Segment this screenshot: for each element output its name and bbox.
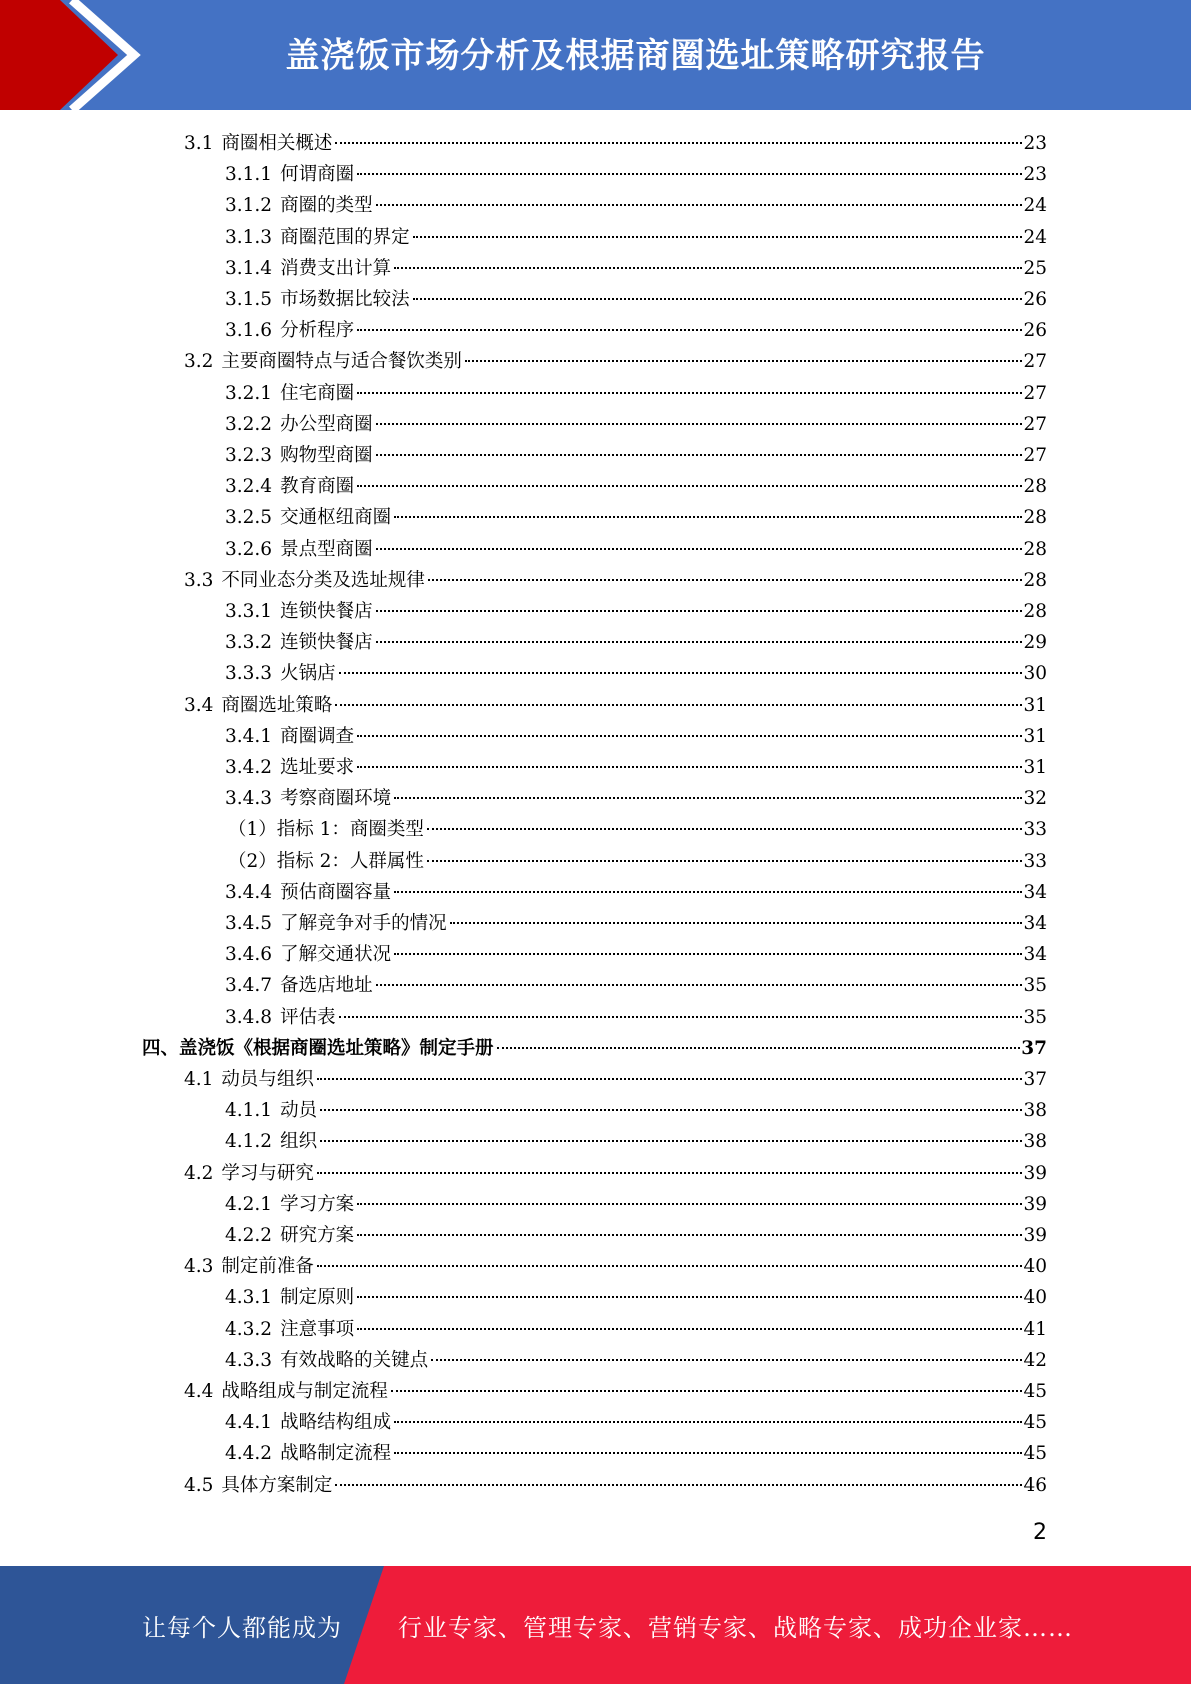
toc-entry[interactable]	[225, 1282, 1047, 1313]
toc-entry-page: 26	[1023, 320, 1047, 342]
toc-entry-label: 考察商圈环境	[280, 788, 392, 810]
toc-entry-label: 何谓商圈	[280, 164, 355, 186]
toc-entry-label: 交通枢纽商圈	[280, 507, 392, 529]
toc-entry-label: 制定原则	[280, 1287, 355, 1309]
toc-entry-number: 3.4.8	[225, 1006, 273, 1028]
toc-entry-label: 商圈范围的界定	[280, 226, 410, 248]
toc-row	[0, 1064, 1191, 1095]
toc-entry[interactable]	[225, 315, 1047, 346]
toc-entry-page: 40	[1023, 1287, 1047, 1309]
toc-entry[interactable]	[225, 1126, 1047, 1157]
toc-dot-leader	[376, 423, 1023, 425]
toc-entry[interactable]	[225, 222, 1047, 253]
toc-entry-number: 4.1.2	[225, 1131, 273, 1153]
toc-entry-label: 景点型商圈	[280, 538, 373, 560]
toc-entry-page: 28	[1023, 538, 1047, 560]
toc-entry-page: 38	[1023, 1100, 1047, 1122]
toc-entry[interactable]	[225, 409, 1047, 440]
toc-entry-label: 备选店地址	[280, 975, 373, 997]
toc-entry-page: 24	[1023, 226, 1047, 248]
toc-entry[interactable]	[225, 1095, 1047, 1126]
toc-entry-number: 4.4	[184, 1381, 214, 1402]
toc-dot-leader	[497, 1047, 1021, 1049]
toc-dot-leader	[413, 236, 1023, 238]
toc-dot-leader	[376, 204, 1023, 206]
toc-entry-label: 注意事项	[280, 1318, 355, 1340]
toc-entry-number: 4.3.1	[225, 1287, 273, 1309]
toc-entry-label: 研究方案	[280, 1225, 355, 1246]
toc-row	[0, 721, 1191, 752]
toc-dot-leader	[376, 984, 1023, 986]
toc-entry-number: 3.4.2	[225, 757, 273, 778]
toc-dot-leader	[394, 953, 1022, 955]
toc-row	[0, 1438, 1191, 1469]
toc-entry[interactable]	[225, 471, 1047, 502]
toc-entry-number: 3.2	[184, 351, 214, 373]
toc-entry-page: 45	[1023, 1412, 1047, 1434]
toc-entry[interactable]	[184, 1064, 1047, 1095]
toc-entry[interactable]	[142, 1033, 1047, 1064]
toc-row	[0, 1345, 1191, 1376]
toc-entry-page: 35	[1023, 1006, 1047, 1028]
toc-dot-leader	[357, 1296, 1022, 1298]
toc-entry[interactable]	[225, 502, 1047, 533]
toc-entry-number: 3.3.1	[225, 601, 273, 622]
toc-entry[interactable]	[225, 159, 1047, 190]
toc-entry-label: 四、盖浇饭《根据商圈选址策略》制定手册	[142, 1037, 494, 1059]
toc-dot-leader	[335, 1484, 1022, 1486]
toc-entry-label: 分析程序	[280, 320, 355, 342]
toc-row	[0, 253, 1191, 284]
page-header	[0, 0, 1191, 110]
toc-dot-leader	[394, 267, 1022, 269]
toc-entry-page: 27	[1023, 351, 1047, 373]
toc-row	[0, 690, 1191, 721]
toc-entry-label: 评估表	[280, 1006, 336, 1028]
toc-entry-number: 4.2	[184, 1162, 214, 1184]
toc-entry-label: 住宅商圈	[280, 382, 355, 404]
toc-row	[0, 752, 1191, 783]
toc-entry-label: 战略组成与制定流程	[221, 1381, 388, 1402]
toc-dot-leader	[428, 579, 1023, 581]
toc-row	[0, 190, 1191, 221]
toc-entry-page: 33	[1023, 819, 1047, 841]
toc-row	[0, 222, 1191, 253]
toc-entry-label: 动员	[280, 1100, 318, 1122]
toc-row	[0, 1095, 1191, 1126]
toc-entry-page: 39	[1023, 1225, 1047, 1246]
toc-entry-number: 3.1.5	[225, 289, 273, 310]
toc-row	[0, 814, 1191, 845]
toc-entry[interactable]	[184, 1251, 1047, 1282]
toc-row	[0, 1126, 1191, 1157]
toc-entry-number: 3.2.5	[225, 507, 273, 529]
toc-entry-page: 27	[1023, 382, 1047, 404]
toc-entry-label: 制定前准备	[221, 1256, 314, 1278]
toc-entry-number: 4.2.1	[225, 1193, 273, 1215]
toc-row	[0, 596, 1191, 627]
toc-row	[0, 877, 1191, 908]
toc-row	[0, 1314, 1191, 1345]
toc-entry-page: 23	[1023, 133, 1047, 154]
toc-entry-page: 46	[1023, 1474, 1047, 1496]
toc-dot-leader	[357, 392, 1022, 394]
toc-dot-leader	[376, 641, 1023, 643]
toc-dot-leader	[339, 1016, 1023, 1018]
toc-entry-page: 37	[1021, 1037, 1047, 1059]
toc-entry-number: 4.4.1	[225, 1412, 273, 1434]
toc-entry-number: 4.1	[184, 1069, 214, 1090]
toc-row	[0, 658, 1191, 689]
toc-entry-page: 25	[1023, 257, 1047, 279]
toc-entry-label: 连锁快餐店	[280, 632, 373, 654]
toc-dot-leader	[357, 766, 1022, 768]
toc-entry[interactable]	[225, 658, 1047, 689]
toc-dot-leader	[394, 1452, 1022, 1454]
toc-row	[0, 1282, 1191, 1313]
toc-entry-label: 战略制定流程	[280, 1443, 392, 1465]
toc-entry-number: 3.4.1	[225, 725, 273, 747]
toc-row	[0, 1189, 1191, 1220]
toc-entry-number: 3.1.4	[225, 257, 273, 279]
toc-entry-page: 39	[1023, 1193, 1047, 1215]
toc-entry-number: 4.5	[184, 1474, 214, 1496]
toc-entry[interactable]	[225, 253, 1047, 284]
toc-entry-label: 购物型商圈	[280, 445, 373, 466]
toc-entry-label: 战略结构组成	[280, 1412, 392, 1434]
footer-slogan-left: 让每个人都能成为	[142, 1613, 342, 1642]
toc-dot-leader	[450, 922, 1023, 924]
toc-dot-leader	[357, 1328, 1022, 1330]
toc-entry-label: 不同业态分类及选址规律	[221, 569, 425, 591]
toc-row	[0, 159, 1191, 190]
toc-entry-page: 38	[1023, 1131, 1047, 1153]
toc-entry-label: （2）指标 2：人群属性	[228, 850, 424, 872]
toc-row	[0, 284, 1191, 315]
toc-entry[interactable]	[228, 846, 1047, 877]
toc-entry-label: 预估商圈容量	[280, 881, 392, 903]
toc-dot-leader	[357, 173, 1022, 175]
toc-dot-leader	[465, 360, 1023, 362]
toc-dot-leader	[427, 860, 1023, 862]
toc-row	[0, 565, 1191, 596]
toc-entry-number: 3.3	[184, 569, 214, 591]
toc-dot-leader	[391, 1390, 1023, 1392]
toc-dot-leader	[394, 797, 1022, 799]
toc-entry-label: 商圈调查	[280, 725, 355, 747]
toc-entry[interactable]	[225, 1407, 1047, 1438]
toc-entry-number: 3.1.3	[225, 226, 273, 248]
toc-entry-page: 35	[1023, 975, 1047, 997]
toc-entry[interactable]	[225, 284, 1047, 315]
toc-dot-leader	[317, 1078, 1023, 1080]
toc-entry[interactable]	[225, 534, 1047, 565]
toc-dot-leader	[357, 1203, 1022, 1205]
toc-entry[interactable]	[225, 440, 1047, 471]
toc-entry[interactable]	[225, 783, 1047, 814]
toc-row	[0, 1158, 1191, 1189]
toc-entry-label: 了解竞争对手的情况	[280, 913, 447, 934]
toc-entry-page: 33	[1023, 850, 1047, 872]
toc-entry-number: 3.3.2	[225, 632, 273, 654]
toc-entry-label: （1）指标 1：商圈类型	[228, 819, 424, 841]
toc-row	[0, 1470, 1191, 1501]
footer-slogan-right: 行业专家、管理专家、营销专家、战略专家、成功企业家……	[398, 1613, 1073, 1642]
toc-entry-number: 4.3	[184, 1256, 214, 1278]
report-title: 盖浇饭市场分析及根据商圈选址策略研究报告	[285, 35, 986, 76]
toc-row	[0, 1220, 1191, 1251]
toc-row	[0, 315, 1191, 346]
toc-row	[0, 627, 1191, 658]
toc-entry[interactable]	[225, 1189, 1047, 1220]
toc-entry[interactable]	[225, 1002, 1047, 1033]
toc-entry-number: 3.3.3	[225, 663, 273, 685]
toc-row	[0, 1033, 1191, 1064]
toc-entry-page: 31	[1023, 694, 1047, 716]
toc-entry-page: 32	[1023, 788, 1047, 810]
toc-dot-leader	[357, 1234, 1022, 1236]
toc-entry-number: 3.4.5	[225, 913, 273, 934]
toc-entry-label: 选址要求	[280, 757, 355, 778]
toc-row	[0, 502, 1191, 533]
toc-entry-page: 45	[1023, 1381, 1047, 1402]
toc-entry-label: 消费支出计算	[280, 257, 392, 279]
toc-dot-leader	[376, 610, 1023, 612]
toc-entry-page: 28	[1023, 601, 1047, 622]
toc-dot-leader	[357, 735, 1022, 737]
toc-dot-leader	[427, 828, 1023, 830]
toc-entry-number: 3.1.1	[225, 164, 273, 186]
toc-entry-label: 市场数据比较法	[280, 289, 410, 310]
toc-entry-label: 商圈的类型	[280, 195, 373, 217]
toc-entry[interactable]	[184, 690, 1047, 721]
toc-entry-label: 连锁快餐店	[280, 601, 373, 622]
toc-entry[interactable]	[225, 721, 1047, 752]
toc-entry-page: 24	[1023, 195, 1047, 217]
toc-entry-page: 39	[1023, 1162, 1047, 1184]
toc-entry-page: 27	[1023, 445, 1047, 466]
toc-row	[0, 440, 1191, 471]
toc-entry-label: 主要商圈特点与适合餐饮类别	[221, 351, 462, 373]
toc-entry-number: 4.3.2	[225, 1318, 273, 1340]
toc-entry-number: 3.1.2	[225, 195, 273, 217]
toc-entry-page: 42	[1023, 1349, 1047, 1371]
toc-entry-number: 4.1.1	[225, 1100, 273, 1122]
toc-entry-number: 3.2.2	[225, 413, 273, 435]
toc-entry-page: 37	[1023, 1069, 1047, 1090]
toc-row	[0, 409, 1191, 440]
toc-entry-page: 40	[1023, 1256, 1047, 1278]
toc-dot-leader	[394, 891, 1022, 893]
toc-entry-label: 有效战略的关键点	[280, 1349, 429, 1371]
toc-entry[interactable]	[184, 346, 1047, 377]
toc-entry-number: 4.4.2	[225, 1443, 273, 1465]
toc-entry-page: 34	[1023, 913, 1047, 934]
toc-entry-label: 组织	[280, 1131, 318, 1153]
toc-entry-page: 45	[1023, 1443, 1047, 1465]
toc-entry-label: 教育商圈	[280, 476, 355, 498]
toc-entry-page: 26	[1023, 289, 1047, 310]
toc-dot-leader	[357, 485, 1022, 487]
toc-entry[interactable]	[225, 190, 1047, 221]
toc-entry-page: 34	[1023, 944, 1047, 966]
toc-entry-number: 3.2.4	[225, 476, 273, 498]
toc-entry-page: 23	[1023, 164, 1047, 186]
toc-entry-page: 27	[1023, 413, 1047, 435]
toc-row	[0, 534, 1191, 565]
toc-entry-number: 3.4	[184, 694, 214, 716]
toc-entry-page: 31	[1023, 725, 1047, 747]
toc-entry[interactable]	[225, 908, 1047, 939]
toc-entry[interactable]	[184, 1376, 1047, 1407]
toc-row	[0, 783, 1191, 814]
toc-entry[interactable]	[225, 1345, 1047, 1376]
toc-entry[interactable]	[225, 596, 1047, 627]
toc-row	[0, 128, 1191, 159]
toc-dot-leader	[335, 142, 1022, 144]
toc-entry-number: 3.4.7	[225, 975, 273, 997]
red-chevron-decoration	[0, 0, 150, 110]
toc-entry-label: 具体方案制定	[221, 1474, 333, 1496]
toc-entry-number: 3.1	[184, 133, 214, 154]
page-footer	[0, 1566, 1191, 1684]
toc-entry-page: 28	[1023, 476, 1047, 498]
toc-entry-page: 41	[1023, 1318, 1047, 1340]
toc-entry-page: 28	[1023, 507, 1047, 529]
toc-row	[0, 1376, 1191, 1407]
toc-entry[interactable]	[225, 1220, 1047, 1251]
toc-row	[0, 908, 1191, 939]
toc-entry-label: 商圈相关概述	[221, 133, 333, 154]
toc-row	[0, 939, 1191, 970]
toc-dot-leader	[376, 548, 1023, 550]
toc-row	[0, 970, 1191, 1001]
toc-row	[0, 1407, 1191, 1438]
toc-entry-label: 学习与研究	[221, 1162, 314, 1184]
toc-entry-label: 办公型商圈	[280, 413, 373, 435]
toc-row	[0, 846, 1191, 877]
toc-entry-number: 3.4.4	[225, 881, 273, 903]
toc-entry-page: 29	[1023, 632, 1047, 654]
toc-dot-leader	[320, 1140, 1022, 1142]
toc-row	[0, 1251, 1191, 1282]
toc-entry[interactable]	[225, 877, 1047, 908]
toc-entry-number: 3.1.6	[225, 320, 273, 342]
toc-entry[interactable]	[228, 814, 1047, 845]
toc-row	[0, 1002, 1191, 1033]
toc-dot-leader	[357, 329, 1022, 331]
toc-entry-label: 火锅店	[280, 663, 336, 685]
toc-row	[0, 471, 1191, 502]
toc-entry-number: 3.2.1	[225, 382, 273, 404]
toc-entry-label: 了解交通状况	[280, 944, 392, 966]
toc-entry[interactable]	[225, 970, 1047, 1001]
toc-dot-leader	[376, 454, 1023, 456]
toc-entry[interactable]	[184, 128, 1047, 159]
toc-entry-page: 31	[1023, 757, 1047, 778]
toc-dot-leader	[431, 1359, 1022, 1361]
toc-entry[interactable]	[225, 627, 1047, 658]
toc-entry[interactable]	[184, 1470, 1047, 1501]
toc-dot-leader	[320, 1109, 1022, 1111]
page-number: 2	[1033, 1520, 1047, 1545]
toc-entry-number: 4.3.3	[225, 1349, 273, 1371]
toc-entry-page: 34	[1023, 881, 1047, 903]
toc-dot-leader	[339, 672, 1023, 674]
toc-dot-leader	[413, 298, 1023, 300]
toc-dot-leader	[335, 704, 1022, 706]
toc-entry[interactable]	[225, 939, 1047, 970]
toc-dot-leader	[317, 1172, 1023, 1174]
toc-entry-page: 28	[1023, 569, 1047, 591]
toc-entry-page: 30	[1023, 663, 1047, 685]
toc-entry-label: 动员与组织	[221, 1069, 314, 1090]
toc-entry-number: 3.4.6	[225, 944, 273, 966]
toc-dot-leader	[317, 1265, 1023, 1267]
toc-entry-label: 商圈选址策略	[221, 694, 333, 716]
toc-entry[interactable]	[184, 1158, 1047, 1189]
toc-entry[interactable]	[184, 565, 1047, 596]
toc-entry[interactable]	[225, 1314, 1047, 1345]
toc-entry-number: 3.2.3	[225, 445, 273, 466]
toc-dot-leader	[394, 1421, 1022, 1423]
toc-entry-number: 4.2.2	[225, 1225, 273, 1246]
toc-dot-leader	[394, 516, 1022, 518]
toc-row	[0, 346, 1191, 377]
toc-entry[interactable]	[225, 378, 1047, 409]
toc-entry-number: 3.4.3	[225, 788, 273, 810]
toc-entry-number: 3.2.6	[225, 538, 273, 560]
toc-entry-label: 学习方案	[280, 1193, 355, 1215]
toc-entry[interactable]	[225, 752, 1047, 783]
toc-entry[interactable]	[225, 1438, 1047, 1469]
toc-row	[0, 378, 1191, 409]
